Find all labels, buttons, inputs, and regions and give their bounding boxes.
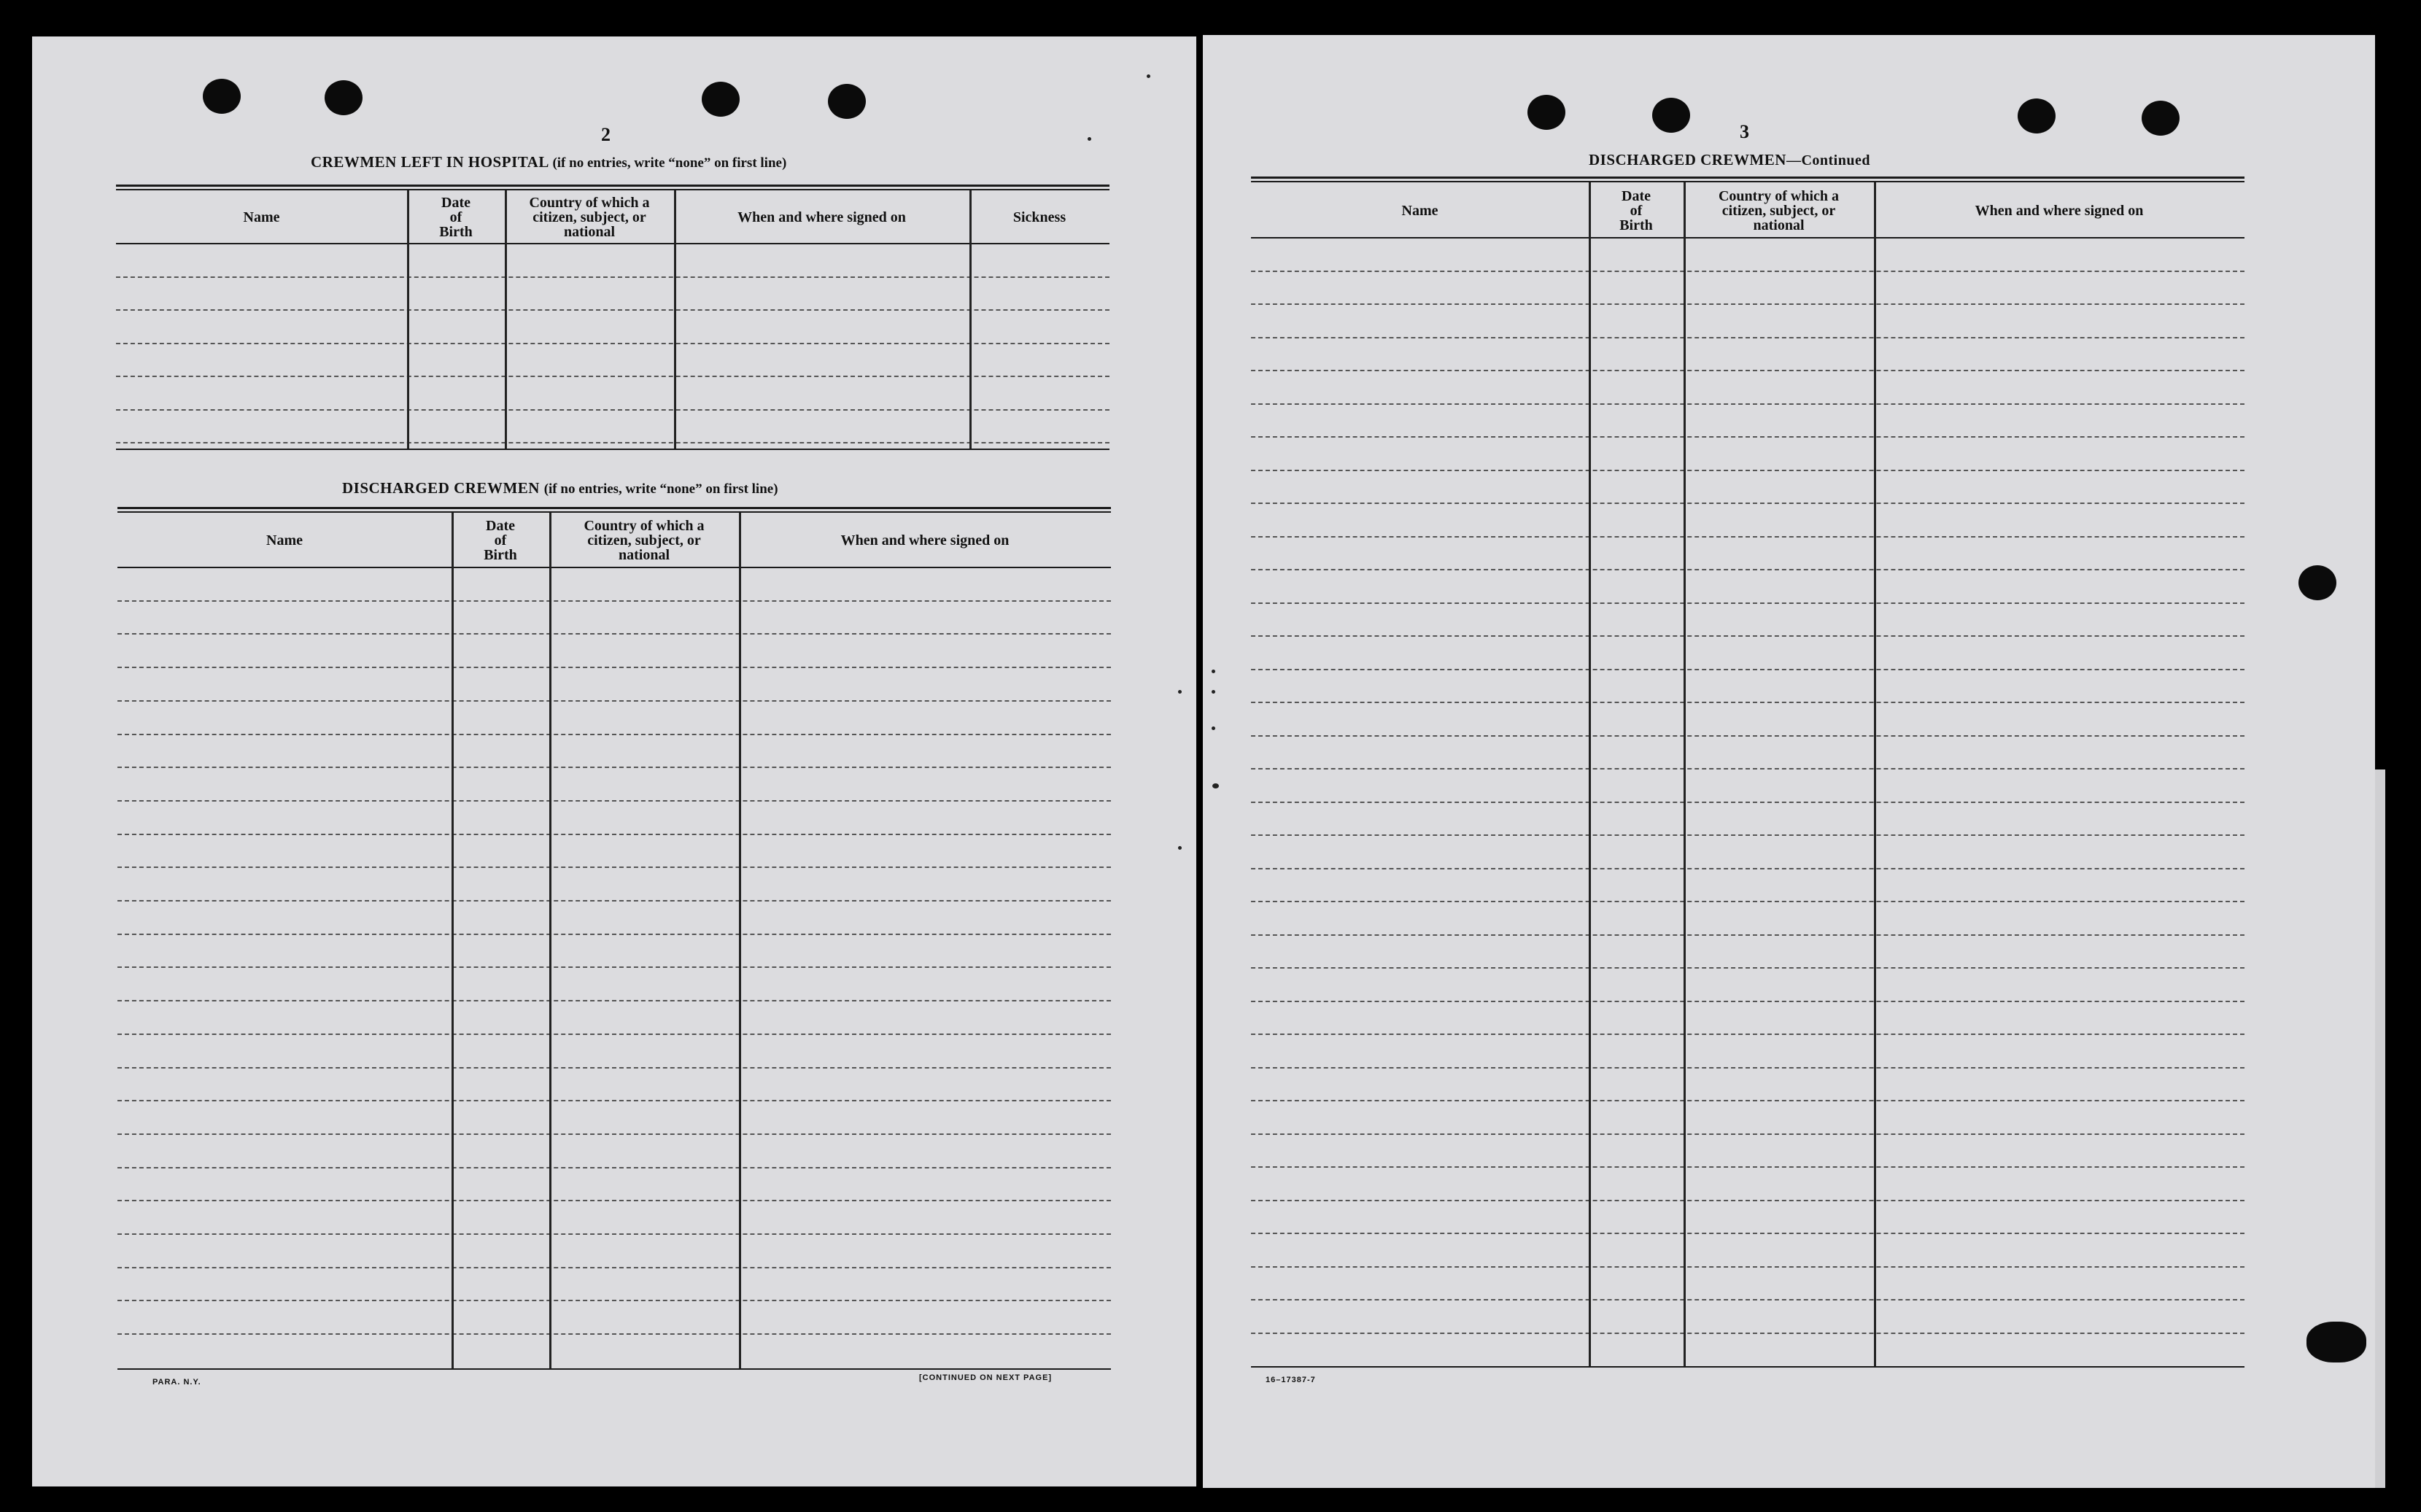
column-divider bbox=[969, 190, 972, 449]
entry-line bbox=[1251, 536, 2244, 538]
entry-line bbox=[117, 1267, 1111, 1268]
ink-speck bbox=[1088, 137, 1091, 141]
column-divider bbox=[549, 513, 551, 1368]
entry-line bbox=[117, 1133, 1111, 1135]
table-top-rule bbox=[117, 511, 1111, 513]
punch-hole bbox=[702, 82, 740, 117]
entry-line bbox=[1251, 702, 2244, 703]
punch-hole bbox=[2142, 101, 2180, 136]
entry-line bbox=[1251, 735, 2244, 737]
entry-line bbox=[1251, 768, 2244, 769]
discharged-section-note: (if no entries, write “none” on first line) bbox=[543, 481, 778, 497]
table-top-rule bbox=[117, 507, 1111, 509]
entry-line bbox=[1251, 403, 2244, 405]
ink-speck bbox=[1178, 690, 1182, 694]
column-divider bbox=[452, 513, 454, 1368]
column-header: Sickness bbox=[1012, 209, 1066, 225]
entry-line bbox=[117, 867, 1111, 868]
column-divider bbox=[407, 190, 409, 449]
table-top-rule bbox=[116, 185, 1109, 187]
entry-line bbox=[1251, 470, 2244, 471]
column-divider bbox=[505, 190, 507, 449]
entry-line bbox=[1251, 1067, 2244, 1069]
column-header: Date of Birth bbox=[484, 518, 517, 563]
entry-line bbox=[117, 966, 1111, 968]
entry-line bbox=[1251, 1233, 2244, 1234]
entry-line bbox=[117, 734, 1111, 735]
entry-line bbox=[1251, 1034, 2244, 1035]
entry-line bbox=[117, 1167, 1111, 1168]
entry-line bbox=[117, 1067, 1111, 1069]
entry-line bbox=[116, 409, 1109, 411]
table-bottom-rule bbox=[117, 1368, 1111, 1370]
column-divider bbox=[1874, 182, 1876, 1366]
printer-mark: PARA. N.Y. bbox=[152, 1378, 201, 1387]
discharged-section-title: DISCHARGED CREWMEN (if no entries, write “none” on first line) bbox=[342, 479, 778, 497]
ink-speck bbox=[1212, 726, 1215, 730]
entry-line bbox=[116, 376, 1109, 377]
table-top-rule bbox=[116, 189, 1109, 190]
column-header: Name bbox=[266, 532, 303, 548]
table-bottom-rule bbox=[1251, 1366, 2244, 1368]
hospital-section-title: CREWMEN LEFT IN HOSPITAL (if no entries, write “none” on first line) bbox=[311, 153, 787, 171]
entry-line bbox=[117, 1233, 1111, 1235]
punch-hole bbox=[2298, 565, 2336, 600]
entry-line bbox=[1251, 1001, 2244, 1002]
punch-hole bbox=[828, 84, 866, 119]
column-header: When and where signed on bbox=[840, 532, 1010, 548]
column-divider bbox=[739, 513, 741, 1368]
column-header: Name bbox=[243, 209, 280, 225]
entry-line bbox=[1251, 569, 2244, 570]
entry-line bbox=[1251, 635, 2244, 637]
page-number: 2 bbox=[601, 124, 611, 145]
table-top-rule bbox=[1251, 177, 2244, 179]
entry-line bbox=[117, 1300, 1111, 1301]
column-divider bbox=[1589, 182, 1591, 1366]
column-header: Name bbox=[1401, 202, 1438, 219]
entry-line bbox=[1251, 370, 2244, 371]
column-divider bbox=[674, 190, 676, 449]
entry-line bbox=[117, 934, 1111, 935]
entry-line bbox=[1251, 271, 2244, 272]
punch-hole bbox=[1527, 95, 1565, 130]
page-number: 3 bbox=[1740, 121, 1749, 142]
entry-line bbox=[1251, 1299, 2244, 1300]
entry-line bbox=[116, 343, 1109, 344]
entry-line bbox=[1251, 1333, 2244, 1334]
column-divider bbox=[1684, 182, 1686, 1366]
entry-line bbox=[1251, 602, 2244, 604]
entry-line bbox=[117, 900, 1111, 902]
ink-speck bbox=[1178, 846, 1182, 850]
punch-hole bbox=[203, 79, 241, 114]
left-page bbox=[32, 36, 1196, 1486]
header-bottom-rule bbox=[116, 243, 1109, 244]
continued-note: [CONTINUED ON NEXT PAGE] bbox=[919, 1373, 1053, 1382]
entry-line bbox=[1251, 834, 2244, 836]
entry-line bbox=[117, 700, 1111, 702]
entry-line bbox=[1251, 1200, 2244, 1201]
hospital-section-note: (if no entries, write “none” on first line) bbox=[552, 155, 787, 171]
column-header: Country of which a citizen, subject, or national bbox=[584, 518, 705, 563]
ink-speck bbox=[1212, 783, 1219, 788]
entry-line bbox=[117, 1000, 1111, 1001]
table-bottom-rule bbox=[116, 449, 1109, 450]
entry-line bbox=[1251, 1166, 2244, 1168]
entry-line bbox=[116, 309, 1109, 311]
column-header: Date of Birth bbox=[439, 195, 473, 240]
entry-line bbox=[117, 1333, 1111, 1335]
column-header: When and where signed on bbox=[1975, 202, 2144, 219]
entry-line bbox=[117, 667, 1111, 668]
punch-hole bbox=[2018, 98, 2056, 133]
ink-speck bbox=[1212, 690, 1215, 694]
column-header: Country of which a citizen, subject, or national bbox=[1718, 187, 1839, 233]
entry-line bbox=[1251, 669, 2244, 670]
column-header: Date of Birth bbox=[1619, 187, 1653, 233]
entry-line bbox=[117, 1100, 1111, 1101]
ink-speck bbox=[1147, 74, 1150, 78]
entry-line bbox=[1251, 436, 2244, 438]
header-bottom-rule bbox=[1251, 237, 2244, 239]
entry-line bbox=[1251, 934, 2244, 936]
ink-speck bbox=[1212, 670, 1215, 673]
entry-line bbox=[116, 442, 1109, 443]
entry-line bbox=[116, 276, 1109, 278]
table-top-rule bbox=[1251, 181, 2244, 182]
entry-line bbox=[117, 1200, 1111, 1201]
continued-suffix: —Continued bbox=[1786, 152, 1870, 168]
entry-line bbox=[1251, 1266, 2244, 1268]
entry-line bbox=[117, 834, 1111, 835]
entry-line bbox=[117, 1034, 1111, 1035]
column-header: Country of which a citizen, subject, or national bbox=[529, 195, 650, 240]
entry-line bbox=[117, 600, 1111, 602]
header-bottom-rule bbox=[117, 567, 1111, 568]
page-edge bbox=[2375, 769, 2385, 1488]
form-number: 16–17387-7 bbox=[1266, 1376, 1316, 1384]
punch-hole bbox=[325, 80, 363, 115]
entry-line bbox=[1251, 503, 2244, 504]
column-header: When and where signed on bbox=[737, 209, 906, 225]
entry-line bbox=[1251, 337, 2244, 338]
entry-line bbox=[1251, 1100, 2244, 1101]
entry-line bbox=[1251, 868, 2244, 869]
ink-blot bbox=[2306, 1322, 2366, 1362]
continued-section-title: DISCHARGED CREWMEN—Continued bbox=[1589, 151, 1870, 168]
right-page bbox=[1203, 35, 2375, 1488]
punch-hole bbox=[1652, 98, 1690, 133]
entry-line bbox=[1251, 967, 2244, 969]
entry-line bbox=[117, 800, 1111, 802]
entry-line bbox=[117, 767, 1111, 768]
entry-line bbox=[1251, 303, 2244, 305]
entry-line bbox=[1251, 802, 2244, 803]
entry-line bbox=[1251, 1133, 2244, 1135]
entry-line bbox=[117, 633, 1111, 635]
entry-line bbox=[1251, 901, 2244, 902]
